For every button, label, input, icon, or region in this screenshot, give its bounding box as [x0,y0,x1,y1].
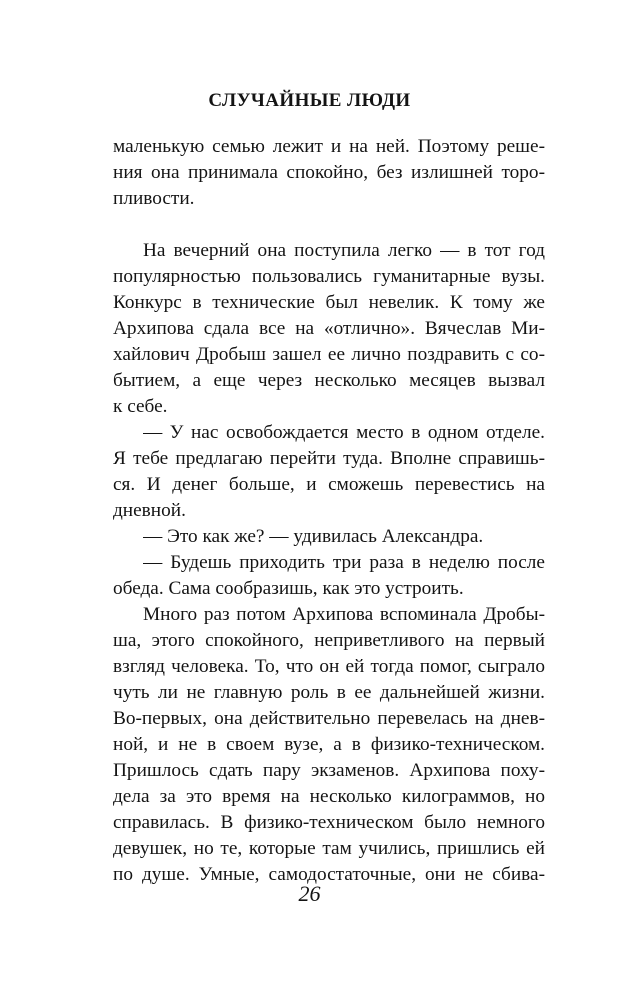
text-line: ной, и не в своем вузе, а в физико-техническом. [113,734,545,755]
text-line: девушек, но те, которые там учились, пришлись ей [113,838,545,859]
text-line: маленькую семью лежит и на ней. Поэтому реше- [113,136,545,157]
text-line: хайлович Дробыш зашел ее лично поздравить с со- [113,344,545,365]
text-line: бытием, а еще через несколько месяцев вызвал [113,370,545,391]
text-line: дневной. [113,500,186,521]
text-line: дела за это время на несколько килограммов, но [113,786,545,807]
page-number: 26 [298,881,321,906]
text-line: Я тебе предлагаю перейти туда. Вполне справишь- [113,448,545,469]
text-line: справилась. В физико-техническом было немного [113,812,545,833]
text-line: Пришлось сдать пару экзаменов. Архипова поху- [113,760,545,781]
text-line: Конкурс в технические был невелик. К тому же [113,292,545,313]
text-line: обеда. Сама сообразишь, как это устроить. [113,578,464,599]
text-line: популярностью пользовались гуманитарные вузы. [113,266,545,287]
dialogue-line: — Будешь приходить три раза в неделю после [143,552,545,573]
text-line: На вечерний она поступила легко — в тот год [143,240,545,261]
dialogue-line: — У нас освобождается место в одном отделе. [143,422,545,443]
text-line: ша, этого спокойного, неприветливого на первый [113,630,545,651]
text-line: Во-первых, она действительно перевелась на днев- [113,708,545,729]
text-line: пливости. [113,188,195,209]
text-line: взгляд человека. То, что он ей тогда помог, сыграло [113,656,545,677]
dialogue-line: — Это как же? — удивилась Александра. [143,526,484,547]
text-line: по душе. Умные, самодостаточные, они не сбива- [113,864,545,885]
text-line: ся. И денег больше, и сможешь перевестись на [113,474,545,495]
text-line: чуть ли не главную роль в ее дальнейшей жизни. [113,682,545,703]
text-line: к себе. [113,396,168,417]
text-line: Архипова сдала все на «отлично». Вячеслав Ми- [113,318,545,339]
running-title: СЛУЧАЙНЫЕ ЛЮДИ [208,90,411,111]
text-line: ния она принимала спокойно, без излишней торо- [113,162,545,183]
text-line: Много раз потом Архипова вспоминала Дробы- [143,604,545,625]
